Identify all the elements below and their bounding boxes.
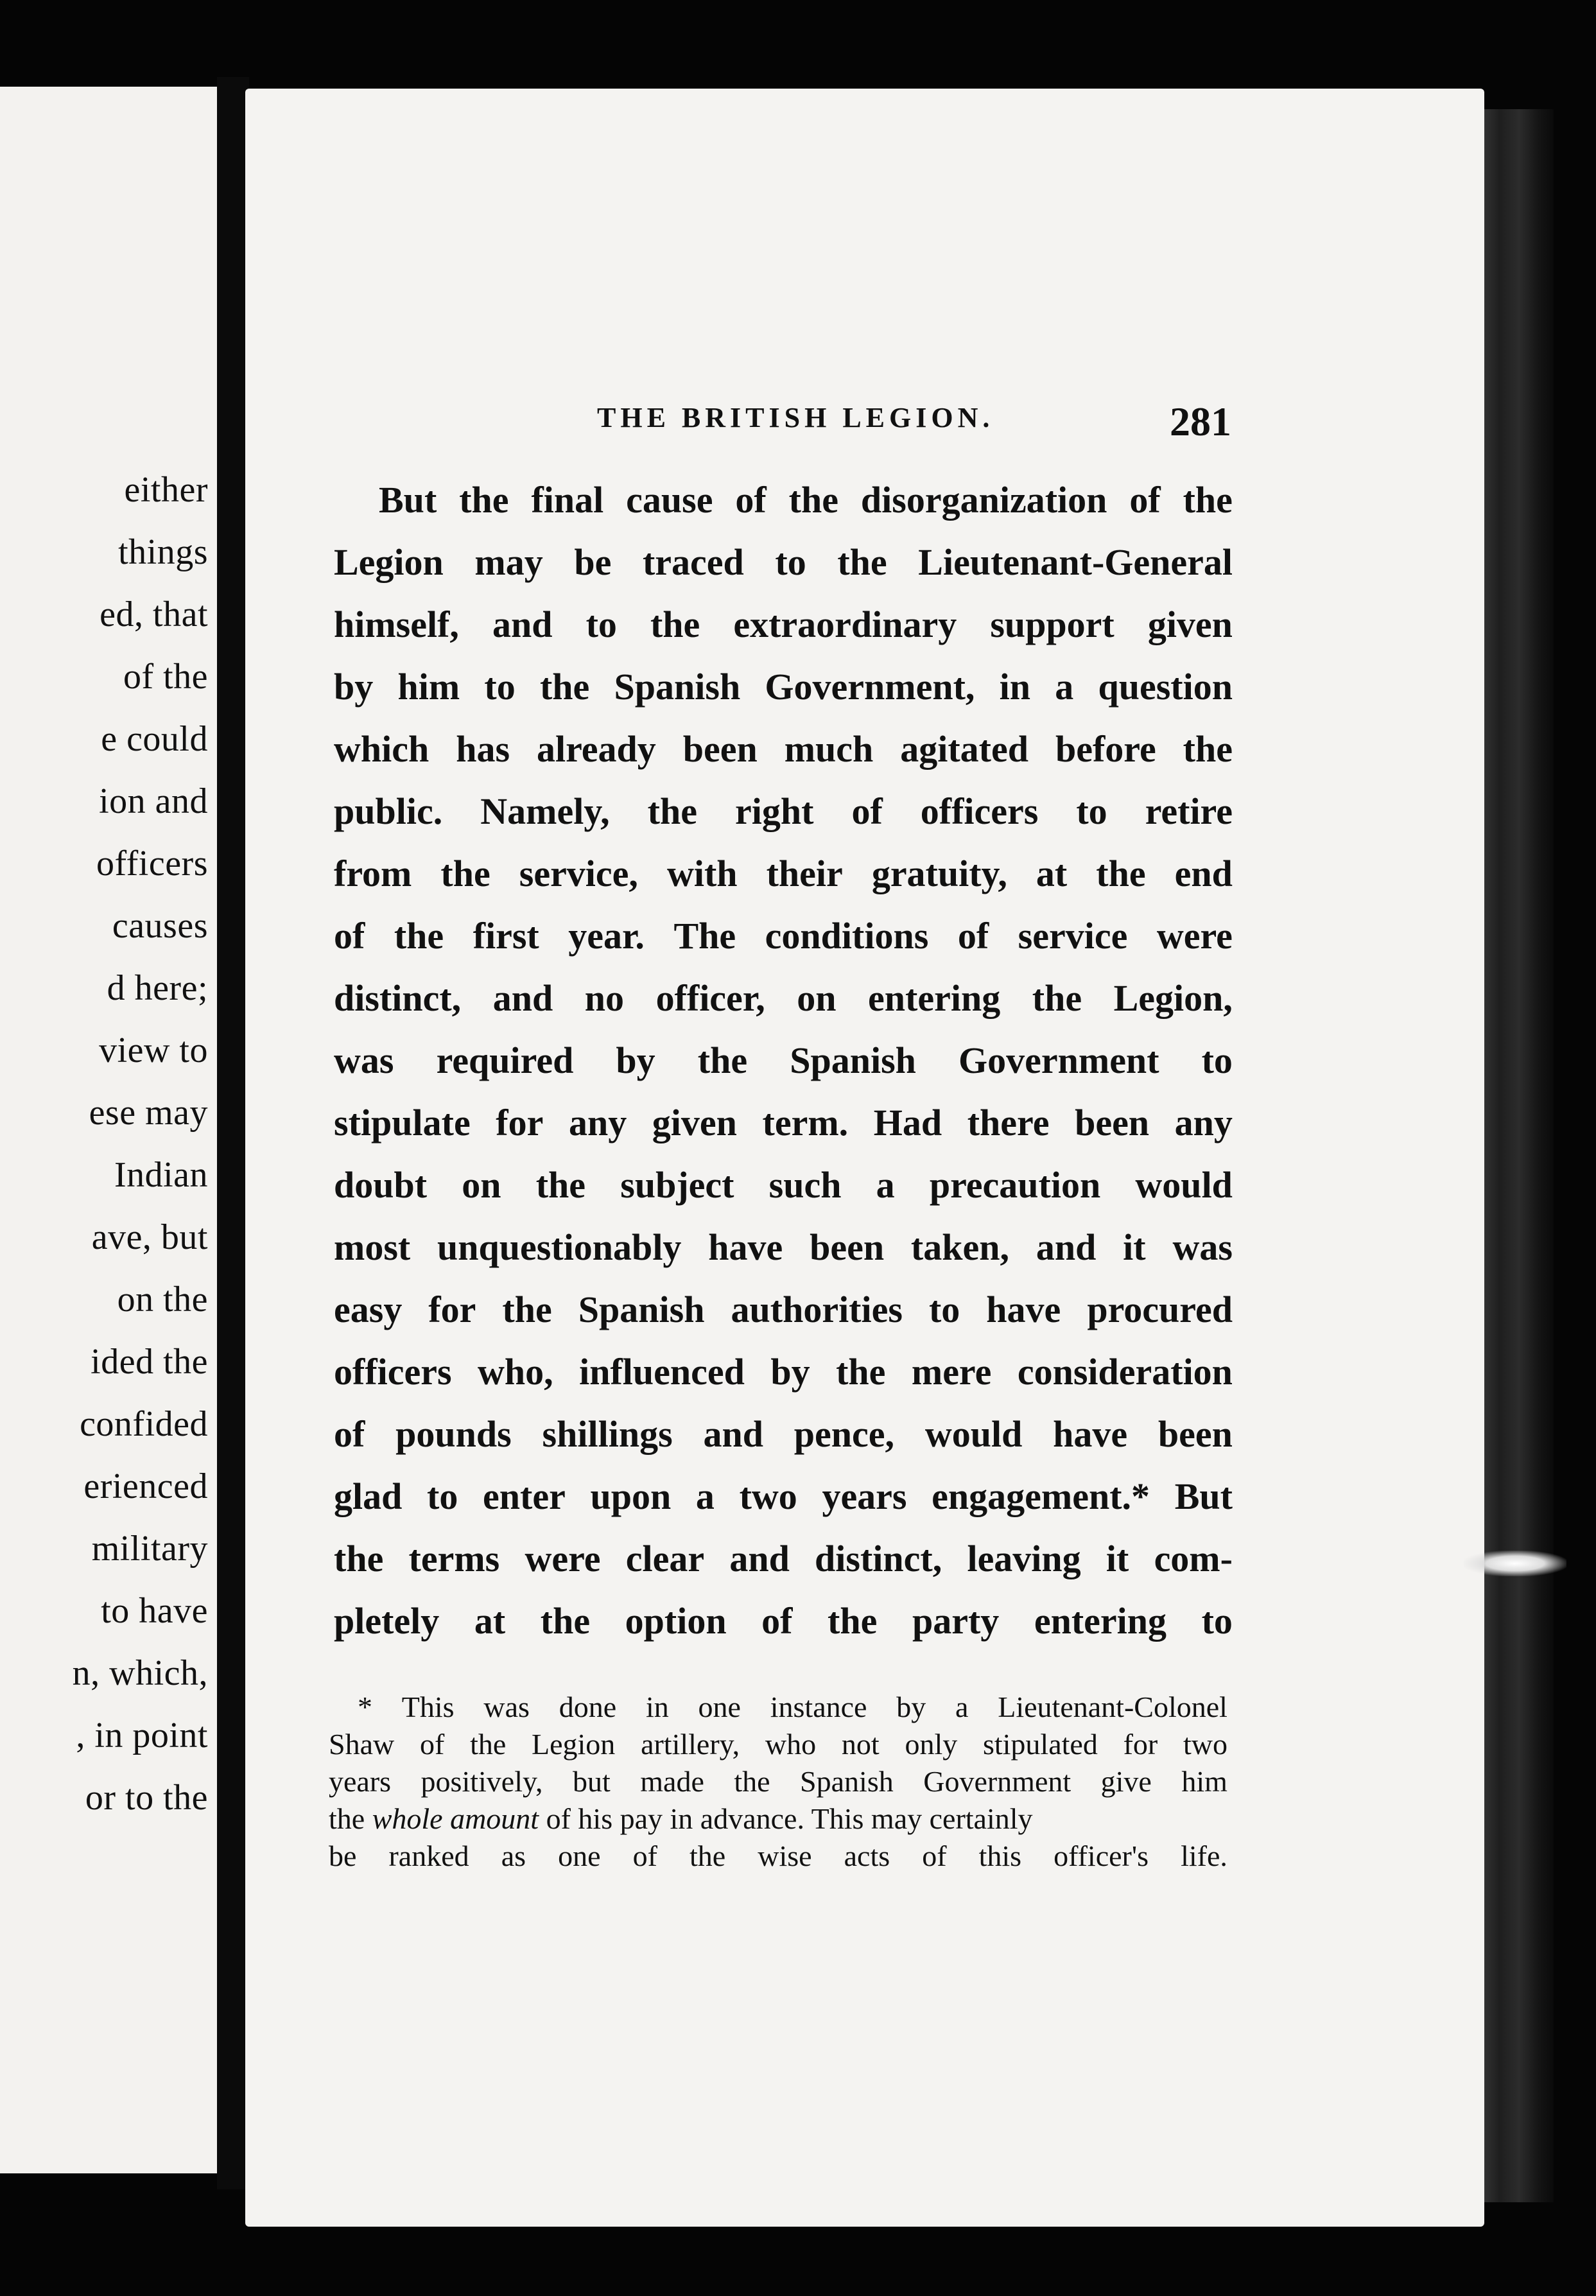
facing-page-line: either — [124, 470, 208, 510]
word: of — [632, 1839, 657, 1872]
word: been — [1158, 1413, 1233, 1455]
word: two — [1183, 1728, 1227, 1761]
footnote-text: of his pay in advance. This may certainly — [539, 1802, 1033, 1835]
text-line — [334, 531, 1233, 593]
word: authorities — [731, 1289, 903, 1330]
word: of — [334, 1413, 365, 1455]
word: it — [1106, 1538, 1129, 1579]
word: precaution — [929, 1164, 1101, 1206]
word: shillings — [542, 1413, 673, 1455]
word: the — [1032, 977, 1082, 1019]
facing-page-line: to have — [101, 1591, 208, 1631]
footnote-line — [329, 1763, 1227, 1800]
word: the — [734, 1765, 770, 1798]
facing-page-line: erienced — [83, 1466, 208, 1506]
word: been — [1075, 1102, 1150, 1144]
text-line — [334, 656, 1233, 718]
word: and — [729, 1538, 790, 1579]
text-line — [334, 1091, 1233, 1154]
facing-page-line: view to — [99, 1031, 208, 1070]
page-block-edge — [1477, 109, 1554, 2202]
text-line — [334, 469, 1233, 531]
word: The — [673, 915, 736, 957]
facing-page-line: ave, but — [91, 1217, 208, 1257]
word: the — [540, 1600, 591, 1642]
word: the — [647, 790, 697, 832]
word: only — [905, 1728, 958, 1761]
word: before — [1055, 728, 1156, 770]
word: the — [788, 479, 838, 521]
word: from — [334, 853, 412, 894]
word: on — [797, 977, 837, 1019]
facing-page-line: e could — [101, 719, 208, 759]
facing-page-line: on the — [117, 1280, 208, 1319]
word: officers — [920, 790, 1039, 832]
word: the — [470, 1728, 507, 1761]
word: give — [1100, 1765, 1152, 1798]
word: by — [616, 1039, 655, 1081]
facing-page-line: things — [118, 532, 208, 572]
word: to — [585, 604, 617, 645]
word: officer's — [1054, 1839, 1149, 1872]
word: of — [1129, 479, 1161, 521]
word: to — [484, 666, 516, 708]
text-line — [334, 780, 1233, 842]
word: him — [1181, 1765, 1227, 1798]
facing-page-line: officers — [96, 844, 208, 883]
word: the — [697, 1039, 748, 1081]
facing-page-line: ed, that — [100, 595, 208, 634]
word: right — [734, 790, 814, 832]
facing-page-line: causes — [112, 906, 208, 946]
facing-page-line: Indian — [114, 1155, 208, 1195]
word: traced — [642, 541, 744, 583]
word: distinct, — [815, 1538, 942, 1579]
word: with — [666, 853, 738, 894]
footnote-line — [329, 1800, 1227, 1838]
word: the — [1096, 853, 1146, 894]
text-line — [334, 1527, 1233, 1590]
page-number: 281 — [1170, 399, 1231, 444]
word: done — [559, 1691, 617, 1723]
word: to — [1201, 1600, 1233, 1642]
word: it — [1123, 1226, 1146, 1268]
word: the — [502, 1289, 552, 1330]
word: pletely — [334, 1600, 440, 1642]
footnote-text: the — [329, 1802, 372, 1835]
word: on — [462, 1164, 501, 1206]
word: service, — [519, 853, 638, 894]
word: stipulated — [982, 1728, 1098, 1761]
word: to — [928, 1289, 960, 1330]
word: * — [358, 1691, 372, 1723]
word: terms — [408, 1538, 500, 1579]
text-line — [334, 842, 1233, 905]
word: any — [568, 1102, 627, 1144]
word: disorganization — [860, 479, 1107, 521]
word: in — [999, 666, 1031, 708]
word: at — [474, 1600, 506, 1642]
word: have — [708, 1226, 783, 1268]
word: ranked — [388, 1839, 469, 1872]
word: himself, — [334, 604, 459, 645]
word: for — [1123, 1728, 1158, 1761]
word: doubt — [334, 1164, 428, 1206]
running-head: THE BRITISH LEGION. — [597, 402, 994, 433]
word: was — [1172, 1226, 1233, 1268]
word: by — [770, 1351, 810, 1393]
word: upon — [590, 1475, 672, 1517]
text-line — [334, 718, 1233, 780]
word: Government — [923, 1765, 1071, 1798]
word: by — [896, 1691, 926, 1723]
facing-page-line: of the — [123, 657, 208, 697]
facing-page-line: ion and — [99, 781, 208, 821]
facing-page-line: ese may — [89, 1093, 208, 1133]
word: one — [558, 1839, 601, 1872]
body-text — [334, 469, 1233, 1652]
word: instance — [770, 1691, 867, 1723]
word: the — [650, 604, 700, 645]
word: But — [379, 479, 437, 521]
word: and — [492, 604, 553, 645]
word: no — [584, 977, 625, 1019]
word: and — [1036, 1226, 1097, 1268]
word: their — [766, 853, 843, 894]
word: have — [986, 1289, 1061, 1330]
word: glad — [334, 1475, 403, 1517]
word: years — [329, 1765, 392, 1798]
word: Shaw — [329, 1728, 395, 1761]
word: and — [492, 977, 553, 1019]
word: stipulate — [334, 1102, 471, 1144]
word: of — [419, 1728, 445, 1761]
word: but — [572, 1765, 611, 1798]
footnote-line-part — [329, 1800, 1033, 1838]
word: enter — [483, 1475, 566, 1517]
word: been — [682, 728, 758, 770]
footnote-line — [329, 1689, 1227, 1726]
word: leaving — [967, 1538, 1081, 1579]
footnote — [329, 1689, 1227, 1875]
word: taken, — [910, 1226, 1009, 1268]
word: subject — [620, 1164, 734, 1206]
word: gratuity, — [871, 853, 1007, 894]
word: for — [428, 1289, 476, 1330]
book-gutter — [217, 77, 249, 2189]
word: procured — [1087, 1289, 1233, 1330]
word: clear — [625, 1538, 705, 1579]
word: life. — [1181, 1839, 1227, 1872]
word: this — [978, 1839, 1022, 1872]
word: be — [574, 541, 612, 583]
word: required — [436, 1039, 574, 1081]
word: unquestionably — [437, 1226, 682, 1268]
facing-page-line: , in point — [76, 1716, 208, 1755]
word: final — [531, 479, 604, 521]
word: wise — [758, 1839, 812, 1872]
facing-page-line: n, which, — [72, 1653, 208, 1693]
word: as — [501, 1839, 526, 1872]
word: service — [1018, 915, 1128, 957]
word: for — [496, 1102, 544, 1144]
word: been — [810, 1226, 885, 1268]
text-line — [334, 1341, 1233, 1403]
word: cause — [626, 479, 713, 521]
word: Spanish — [800, 1765, 894, 1798]
word: of — [735, 479, 767, 521]
word: would — [1135, 1164, 1233, 1206]
word: officers — [334, 1351, 452, 1393]
word: the — [334, 1538, 384, 1579]
word: were — [1156, 915, 1233, 957]
word: agitated — [900, 728, 1028, 770]
word: Legion — [334, 541, 444, 583]
word: pounds — [395, 1413, 512, 1455]
word: given — [652, 1102, 737, 1144]
word: to — [1076, 790, 1107, 832]
word: of — [761, 1600, 793, 1642]
word: have — [1053, 1413, 1128, 1455]
word: entering — [868, 977, 1001, 1019]
word: the — [837, 541, 887, 583]
word: positively, — [421, 1765, 543, 1798]
word: retire — [1145, 790, 1233, 832]
word: of — [851, 790, 883, 832]
word: in — [645, 1691, 669, 1723]
word: not — [841, 1728, 880, 1761]
text-line — [334, 1590, 1233, 1652]
word: Had — [873, 1102, 942, 1144]
word: conditions — [765, 915, 929, 957]
facing-page-line: d here; — [107, 968, 208, 1008]
word: Government, — [765, 666, 975, 708]
word: artillery, — [641, 1728, 740, 1761]
word: question — [1098, 666, 1233, 708]
word: by — [334, 666, 374, 708]
word: a — [955, 1691, 969, 1723]
word: entering — [1034, 1600, 1167, 1642]
facing-page-line: military — [91, 1529, 208, 1569]
facing-page-line: confided — [80, 1404, 208, 1444]
facing-page — [0, 87, 221, 2173]
facing-page-line: or to the — [85, 1778, 208, 1818]
word: to — [427, 1475, 458, 1517]
text-line — [334, 905, 1233, 967]
word: Legion, — [1113, 977, 1233, 1019]
word: the — [689, 1839, 726, 1872]
word: party — [912, 1600, 1000, 1642]
word: end — [1174, 853, 1233, 894]
word: such — [768, 1164, 842, 1206]
word: there — [967, 1102, 1050, 1144]
word: was — [483, 1691, 530, 1723]
word: This — [401, 1691, 455, 1723]
word: be — [329, 1839, 357, 1872]
word: the — [836, 1351, 886, 1393]
word: support — [990, 604, 1115, 645]
word: distinct, — [334, 977, 462, 1019]
word: mere — [911, 1351, 992, 1393]
text-line — [334, 1465, 1233, 1527]
footnote-line — [329, 1838, 1227, 1875]
word: a — [876, 1164, 895, 1206]
word: was — [334, 1039, 394, 1081]
word: of — [334, 915, 365, 957]
text-line — [334, 1154, 1233, 1216]
text-line — [334, 1216, 1233, 1278]
word: option — [625, 1600, 727, 1642]
word: a — [1055, 666, 1074, 708]
footnote-line — [329, 1726, 1227, 1763]
word: Lieutenant-General — [918, 541, 1233, 583]
text-line — [334, 967, 1233, 1029]
word: the — [459, 479, 509, 521]
word: any — [1174, 1102, 1233, 1144]
word: given — [1147, 604, 1233, 645]
word: of — [922, 1839, 947, 1872]
footnote-italic-text: whole amount — [372, 1802, 539, 1835]
word: a — [695, 1475, 715, 1517]
word: easy — [334, 1289, 403, 1330]
word: most — [334, 1226, 411, 1268]
word: of — [957, 915, 989, 957]
word: made — [640, 1765, 704, 1798]
word: him — [397, 666, 460, 708]
word: years — [822, 1475, 907, 1517]
word: has — [456, 728, 510, 770]
word: Legion — [532, 1728, 616, 1761]
word: officer, — [655, 977, 765, 1019]
word: were — [525, 1538, 601, 1579]
word: year. — [568, 915, 645, 957]
word: which — [334, 728, 429, 770]
word: the — [535, 1164, 586, 1206]
word: Government — [958, 1039, 1159, 1081]
word: would — [924, 1413, 1023, 1455]
word: to — [1201, 1039, 1233, 1081]
word: may — [474, 541, 543, 583]
word: much — [784, 728, 874, 770]
word: the — [394, 915, 444, 957]
facing-page-line: ided the — [91, 1342, 208, 1382]
word: the — [828, 1600, 878, 1642]
word: the — [1183, 728, 1233, 770]
word: at — [1036, 853, 1068, 894]
word: Spanish — [578, 1289, 705, 1330]
word: term. — [762, 1102, 849, 1144]
word: already — [537, 728, 656, 770]
word: engagement.* — [932, 1475, 1150, 1517]
word: consideration — [1017, 1351, 1233, 1393]
word: Spanish — [790, 1039, 916, 1081]
word: But — [1174, 1475, 1233, 1517]
text-line — [334, 1403, 1233, 1465]
word: who, — [478, 1351, 553, 1393]
word: and — [703, 1413, 763, 1455]
paper-smudge — [1464, 1551, 1566, 1576]
word: the — [440, 853, 490, 894]
word: pence, — [794, 1413, 895, 1455]
word: extraordinary — [733, 604, 957, 645]
word: two — [739, 1475, 797, 1517]
word: the — [539, 666, 590, 708]
word: first — [473, 915, 539, 957]
text-line — [334, 593, 1233, 656]
text-line — [334, 1278, 1233, 1341]
word: one — [698, 1691, 741, 1723]
word: influenced — [579, 1351, 745, 1393]
word: to — [775, 541, 806, 583]
text-line — [334, 1029, 1233, 1091]
word: public. — [334, 790, 443, 832]
word: Lieutenant-Colonel — [998, 1691, 1227, 1723]
word: com- — [1154, 1538, 1233, 1579]
word: the — [1183, 479, 1233, 521]
word: Namely, — [480, 790, 610, 832]
word: Spanish — [614, 666, 741, 708]
word: who — [765, 1728, 817, 1761]
word: acts — [844, 1839, 890, 1872]
